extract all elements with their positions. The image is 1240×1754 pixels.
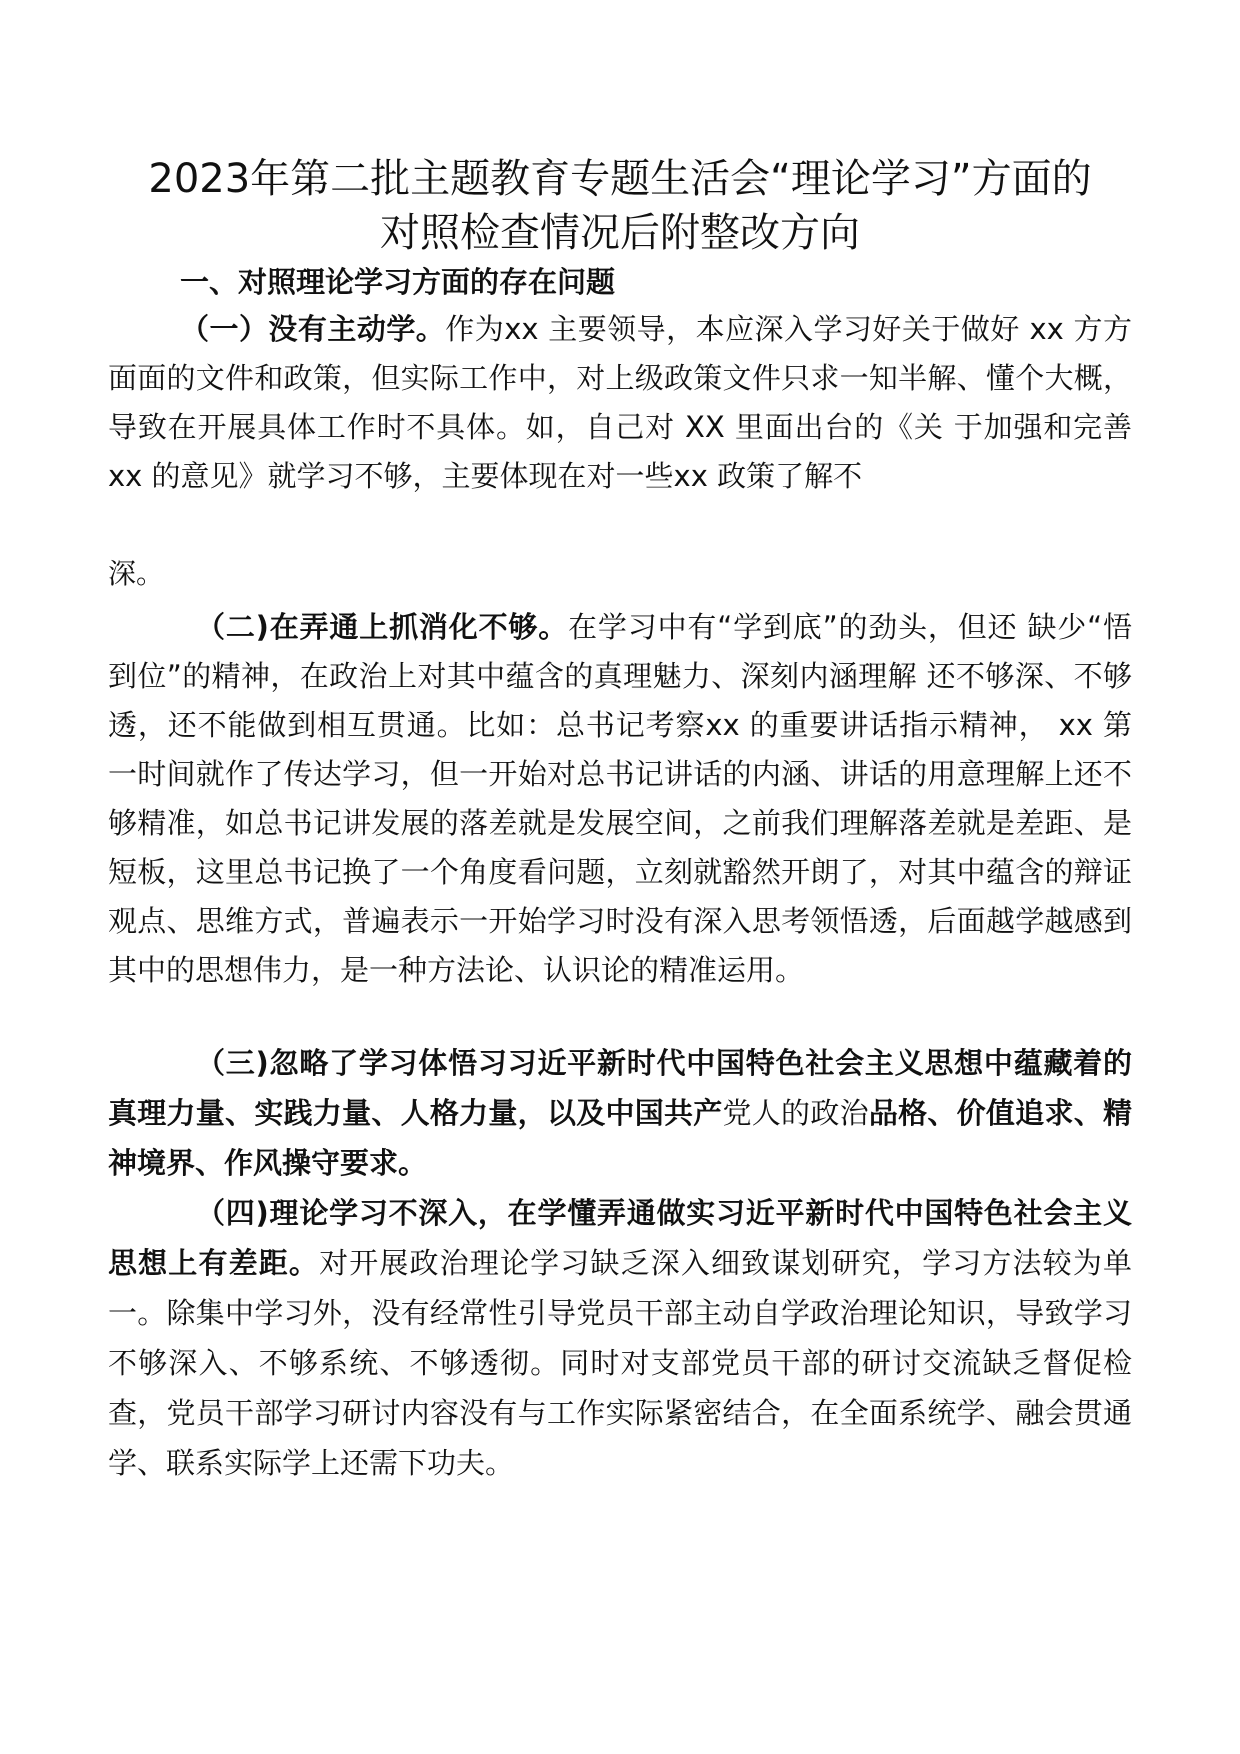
title-line-1: 2023年第二批主题教育专题生活会“理论学习”方面的: [148, 156, 1092, 202]
paragraph-4-lead: （四)理论学习不深入，在学懂弄通做实习近平新时代中国特色社会主义思想上有差距。: [108, 1196, 1132, 1280]
paragraph-1-body: 作为xx 主要领导，本应深入学习好关于做好 xx 方方面面的文件和政策，但实际工作中，对上级政策文件只求一知半解、懂个大概，导致在开展具体工作时不具体。如，自己对 XX 里面出台的《关 于加强和完善xx 的意见》就学习不够，主要体现在对一些xx 政策了解不: [108, 312, 1132, 493]
paragraph-3: [108, 1038, 1132, 1188]
section-heading: 一、对照理论学习方面的存在问题: [180, 265, 616, 299]
paragraph-2-lead: （二)在弄通上抓消化不够。: [196, 610, 569, 644]
paragraph-2: [108, 603, 1132, 995]
paragraph-3-lead-b: 品格、价值追求、精神境界、作风操守要求。: [108, 1096, 1132, 1180]
title-line-2: 对照检查情况后附整改方向: [380, 210, 860, 256]
paragraph-1-lead: （一）没有主动学。: [180, 312, 446, 346]
paragraph-3-plain: 党人的政治: [722, 1096, 869, 1130]
paragraph-3-lead-a: （三)忽略了学习体悟习习近平新时代中国特色社会主义思想中蕴藏着的真理力量、实践力量、人格力量，以及中国共产: [108, 1046, 1132, 1130]
paragraph-4: [108, 1188, 1132, 1488]
document-title: [100, 152, 1140, 260]
paragraph-2-body: 在学习中有“学到底”的劲头，但还 缺少“悟到位”的精神，在政治上对其中蕴含的真理魅力、深刻内涵理解 还不够深、不够透，还不能做到相互贯通。比如：总书记考察xx 的重要讲话指示精神， xx 第一时间就作了传达学习，但一开始对总书记讲话的内涵、讲话的用意理解上还不够精准，如总书记讲发展的落差就是发展空间，之前我们理解落差就是差距、是短板，这里总书记换了一个角度看问题，立刻就豁然开朗了，对其中蕴含的辩证观点、思维方式，普遍表示一开始学习时没有深入思考领悟透，后面越学越感到其中的思想伟力，是一种方法论、认识论的精准运用。: [108, 610, 1132, 987]
paragraph-4-body: 对开展政治理论学习缺乏深入细致谋划研究，学习方法较为单一。除集中学习外，没有经常性引导党员干部主动自学政治理论知识，导致学习不够深入、不够系统、不够透彻。同时对支部党员干部的研讨交流缺乏督促检查，党员干部学习研讨内容没有与工作实际紧密结合，在全面系统学、融会贯通学、联系实际学上还需下功夫。: [108, 1246, 1132, 1480]
paragraph-1-tail: 深。: [108, 557, 165, 590]
paragraph-1: [108, 305, 1132, 501]
